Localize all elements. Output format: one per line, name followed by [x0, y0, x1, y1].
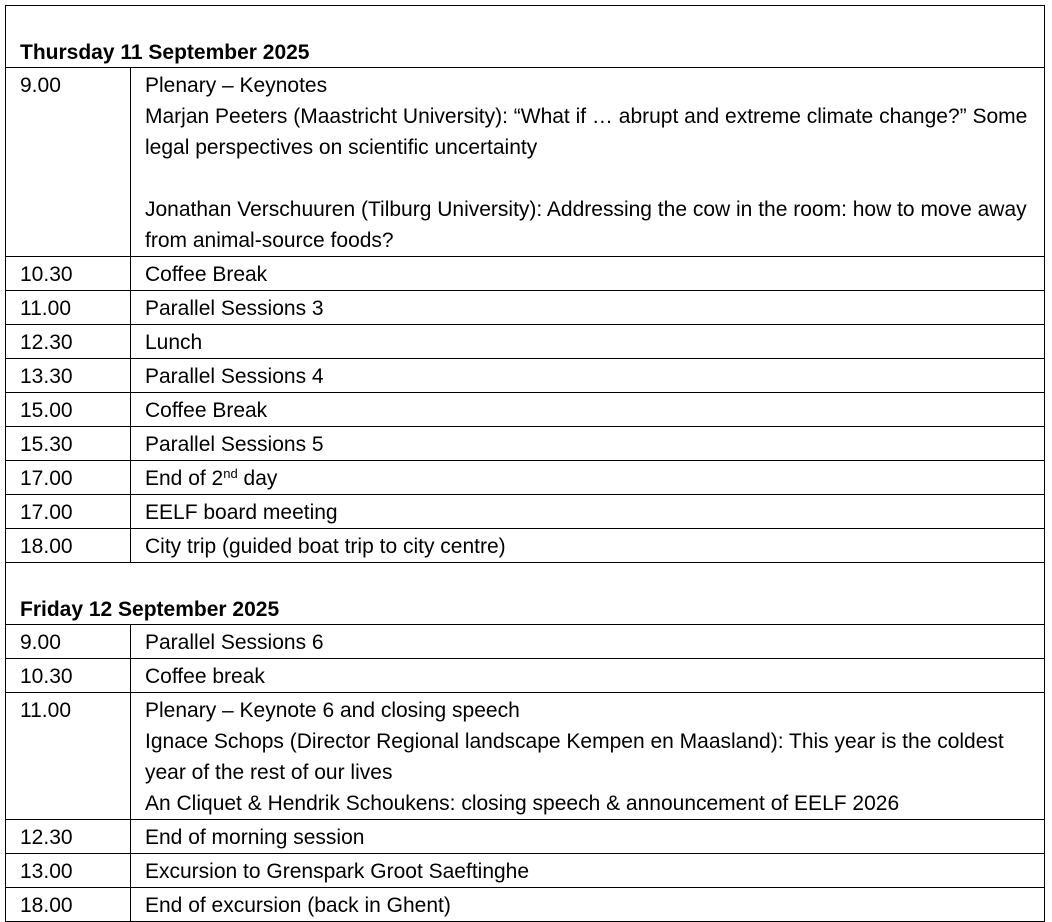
schedule-row	[6, 820, 1044, 854]
schedule-row	[6, 257, 1044, 291]
session-title: Plenary – Keynote 6 and closing speech	[145, 699, 520, 722]
schedule-table	[5, 5, 1045, 922]
description-cell	[131, 461, 1044, 494]
time-cell: 12.30	[6, 820, 131, 853]
description-cell: Coffee Break	[145, 399, 268, 422]
schedule-row	[6, 461, 1044, 495]
schedule-row	[6, 68, 1044, 257]
time-cell: 17.00	[6, 461, 131, 494]
day-header	[6, 563, 1044, 625]
time-cell: 13.30	[6, 359, 131, 392]
schedule-row	[6, 291, 1044, 325]
description-cell: Coffee Break	[145, 263, 268, 286]
schedule-row	[6, 693, 1044, 820]
schedule-row	[6, 888, 1044, 921]
description-cell: Lunch	[145, 331, 203, 354]
schedule-row	[6, 427, 1044, 461]
schedule-row	[6, 393, 1044, 427]
keynote-text: Marjan Peeters (Maastricht University): “What if … abrupt and extreme climate change?” Some legal perspectives on scientific uncertainty	[145, 105, 1028, 159]
time-cell: 11.00	[6, 693, 131, 819]
keynote-text: Jonathan Verschuuren (Tilburg University): Addressing the cow in the room: how to move away from animal-source foods?	[145, 198, 1027, 252]
time-cell: 15.00	[6, 393, 131, 426]
schedule-row	[6, 495, 1044, 529]
description-cell: Parallel Sessions 6	[145, 631, 324, 654]
time-cell: 10.30	[6, 257, 131, 290]
schedule-row	[6, 529, 1044, 562]
day-friday	[6, 563, 1044, 921]
schedule-row	[6, 854, 1044, 888]
spacer	[145, 163, 1030, 194]
keynote-text: Ignace Schops (Director Regional landscape Kempen en Maasland): This year is the coldest year of the rest of our lives	[145, 730, 1004, 784]
time-cell: 15.30	[6, 427, 131, 460]
description-cell: Parallel Sessions 5	[145, 433, 324, 456]
description-cell	[131, 693, 1044, 819]
time-cell: 9.00	[6, 68, 131, 256]
description-cell: EELF board meeting	[145, 501, 338, 524]
day-title: Friday 12 September 2025	[20, 598, 280, 621]
day-title: Thursday 11 September 2025	[20, 41, 310, 64]
schedule-row	[6, 659, 1044, 693]
description-cell	[131, 68, 1044, 256]
time-cell: 18.00	[6, 888, 131, 921]
description-cell: End of morning session	[145, 826, 365, 849]
time-cell: 12.30	[6, 325, 131, 358]
description-cell: Parallel Sessions 3	[145, 297, 324, 320]
description-cell: City trip (guided boat trip to city centre)	[145, 535, 506, 558]
day-header	[6, 6, 1044, 68]
time-cell: 10.30	[6, 659, 131, 692]
time-cell: 11.00	[6, 291, 131, 324]
session-title: Plenary – Keynotes	[145, 74, 328, 97]
description-cell: End of excursion (back in Ghent)	[145, 894, 451, 917]
day-thursday	[6, 6, 1044, 563]
time-cell: 13.00	[6, 854, 131, 887]
schedule-row	[6, 325, 1044, 359]
description-cell: Excursion to Grenspark Groot Saeftinghe	[145, 860, 530, 883]
end-of-day-text: End of 2nd day	[145, 466, 278, 490]
time-cell: 18.00	[6, 529, 131, 562]
closing-text: An Cliquet & Hendrik Schoukens: closing speech & announcement of EELF 2026	[145, 792, 900, 815]
schedule-row	[6, 359, 1044, 393]
description-cell: Parallel Sessions 4	[145, 365, 324, 388]
schedule-row	[6, 625, 1044, 659]
description-cell: Coffee break	[145, 665, 265, 688]
time-cell: 17.00	[6, 495, 131, 528]
time-cell: 9.00	[6, 625, 131, 658]
